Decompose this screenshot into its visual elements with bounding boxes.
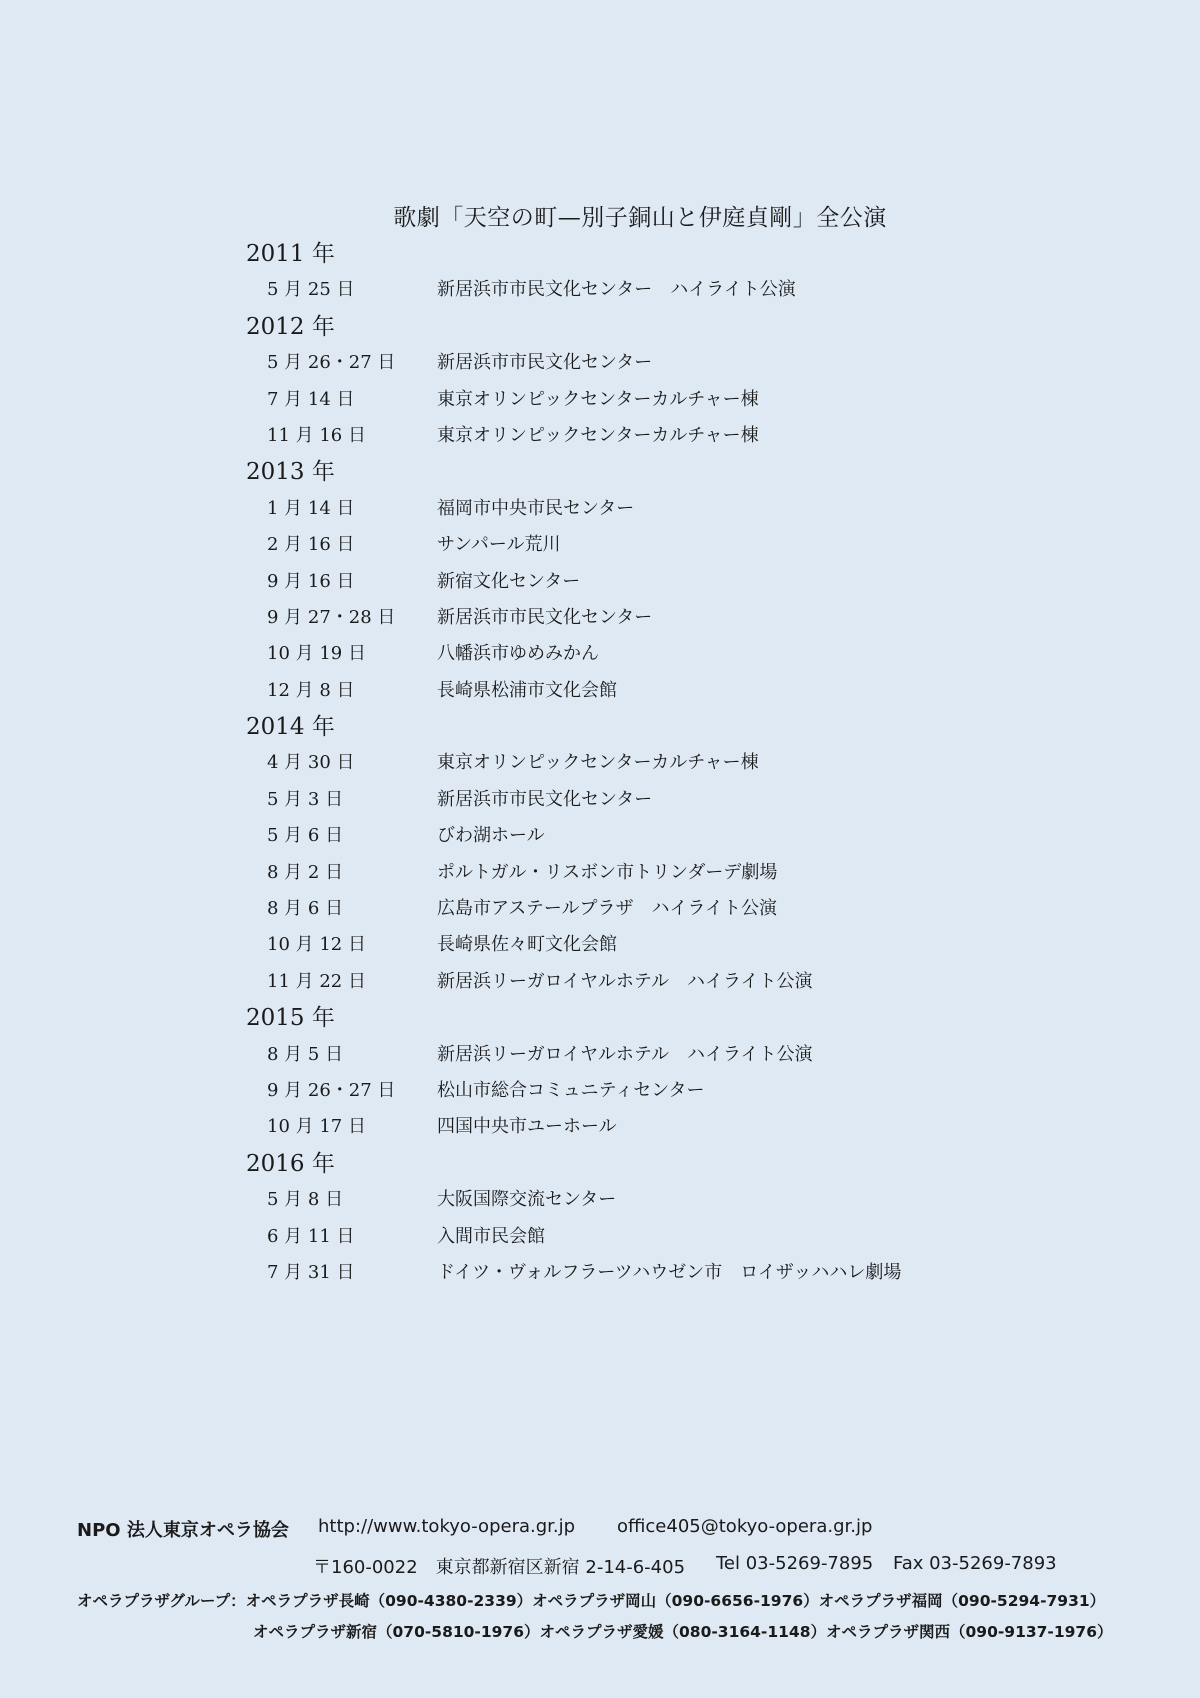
performance-row: [246, 1219, 1066, 1255]
performance-venue: 東京オリンピックセンターカルチャー棟: [437, 424, 759, 446]
performance-row: [246, 1037, 1066, 1073]
performance-row: [246, 1182, 1066, 1218]
performance-venue: 大阪国際交流センター: [437, 1189, 617, 1211]
performance-venue: 東京オリンピックセンターカルチャー棟: [437, 752, 759, 774]
postal-address: 〒160-0022 東京都新宿区新宿 2-14-6-405: [313, 1557, 686, 1578]
performance-row: [246, 1073, 1066, 1109]
performance-venue: 東京オリンピックセンターカルチャー棟: [437, 388, 759, 410]
performance-date: 8 月 2 日: [267, 861, 344, 883]
performance-row: [246, 345, 1066, 381]
performance-venue: 広島市アステールプラザ ハイライト公演: [437, 898, 778, 920]
opera-plaza-group-line-2: オペラプラザ新宿（070-5810-1976）オペラプラザ愛媛（080-3164-1148）オペラプラザ関西（090-9137-1976）: [253, 1623, 1113, 1641]
performance-venue: 四国中央市ユーホール: [437, 1116, 617, 1138]
telephone-number: Tel 03-5269-7895: [716, 1553, 874, 1574]
performance-row: [246, 272, 1066, 308]
year-heading: 2013 年: [246, 459, 335, 486]
performance-venue: 新居浜市市民文化センター: [437, 352, 653, 374]
performance-venue: 新居浜リーガロイヤルホテル ハイライト公演: [437, 1043, 813, 1065]
performance-venue: びわ湖ホール: [437, 825, 545, 847]
performance-venue: 新居浜市市民文化センター ハイライト公演: [437, 279, 796, 301]
performance-venue: 入間市民会館: [437, 1225, 545, 1247]
performance-date: 9 月 16 日: [267, 570, 355, 592]
year-heading: 2015 年: [246, 1005, 335, 1032]
performance-row: [246, 673, 1066, 709]
year-heading: 2011 年: [246, 241, 335, 267]
performance-venue: 福岡市中央市民センター: [437, 497, 635, 519]
performance-row: [246, 964, 1066, 1000]
performance-date: 2 月 16 日: [267, 534, 355, 556]
performance-row: [246, 927, 1066, 963]
performance-venue: 松山市総合コミュニティセンター: [437, 1079, 705, 1101]
website-link[interactable]: http://www.tokyo-opera.gr.jp: [318, 1516, 576, 1537]
performance-date: 12 月 8 日: [267, 679, 355, 701]
performance-date: 5 月 26・27 日: [267, 352, 396, 374]
performance-date: 8 月 5 日: [267, 1043, 344, 1065]
performance-venue: 長崎県松浦市文化会館: [437, 679, 617, 701]
performance-venue: 新居浜市市民文化センター: [437, 606, 653, 628]
email-link[interactable]: office405@tokyo-opera.gr.jp: [617, 1516, 873, 1537]
performance-venue: 新宿文化センター: [437, 570, 581, 592]
performance-date: 7 月 14 日: [267, 388, 355, 410]
performance-venue: ドイツ・ヴォルフラーツハウゼン市 ロイザッハハレ劇場: [437, 1261, 902, 1283]
performance-date: 9 月 26・27 日: [267, 1079, 396, 1101]
performance-venue: ポルトガル・リスボン市トリンダーデ劇場: [437, 861, 778, 883]
performance-date: 8 月 6 日: [267, 898, 344, 920]
performance-venue: 長崎県佐々町文化会館: [437, 934, 617, 956]
performance-date: 5 月 8 日: [267, 1189, 344, 1211]
performance-row: [246, 418, 1066, 454]
performance-row: [246, 891, 1066, 927]
performance-row: [246, 1109, 1066, 1145]
performance-date: 1 月 14 日: [267, 497, 355, 519]
performance-date: 11 月 22 日: [267, 970, 366, 992]
performance-row: [246, 382, 1066, 418]
organization-name: NPO 法人東京オペラ協会: [77, 1520, 289, 1541]
performance-schedule: [246, 236, 1066, 1291]
performance-row: [246, 527, 1066, 563]
performance-date: 9 月 27・28 日: [267, 606, 396, 628]
performance-row: [246, 600, 1066, 636]
performance-date: 10 月 17 日: [267, 1116, 366, 1138]
performance-row: [246, 782, 1066, 818]
performance-row: [246, 1255, 1066, 1291]
performance-row: [246, 855, 1066, 891]
performance-row: [246, 745, 1066, 781]
performance-date: 10 月 12 日: [267, 934, 366, 956]
performance-date: 5 月 25 日: [267, 279, 355, 301]
performance-row: [246, 491, 1066, 527]
performance-venue: 新居浜リーガロイヤルホテル ハイライト公演: [437, 970, 813, 992]
performance-venue: サンパール荒川: [437, 534, 561, 556]
year-heading: 2014 年: [246, 714, 335, 741]
performance-row: [246, 818, 1066, 854]
performance-date: 6 月 11 日: [267, 1225, 355, 1247]
opera-plaza-group-line-1: オペラプラザグループ：オペラプラザ長崎（090-4380-2339）オペラプラザ岡山（090-6656-1976）オペラプラザ福岡（090-5294-7931）: [77, 1592, 1106, 1610]
year-heading: 2012 年: [246, 313, 335, 340]
fax-number: Fax 03-5269-7893: [893, 1553, 1057, 1574]
performance-venue: 八幡浜市ゆめみかん: [437, 643, 599, 665]
performance-date: 5 月 6 日: [267, 825, 344, 847]
performance-date: 5 月 3 日: [267, 788, 344, 810]
performance-date: 7 月 31 日: [267, 1261, 355, 1283]
performance-date: 4 月 30 日: [267, 752, 355, 774]
performance-row: [246, 636, 1066, 672]
document-title: 歌劇「天空の町—別子銅山と伊庭貞剛」全公演: [393, 205, 887, 231]
performance-date: 11 月 16 日: [267, 424, 366, 446]
performance-venue: 新居浜市市民文化センター: [437, 788, 653, 810]
performance-date: 10 月 19 日: [267, 643, 366, 665]
performance-row: [246, 564, 1066, 600]
year-heading: 2016 年: [246, 1150, 335, 1177]
